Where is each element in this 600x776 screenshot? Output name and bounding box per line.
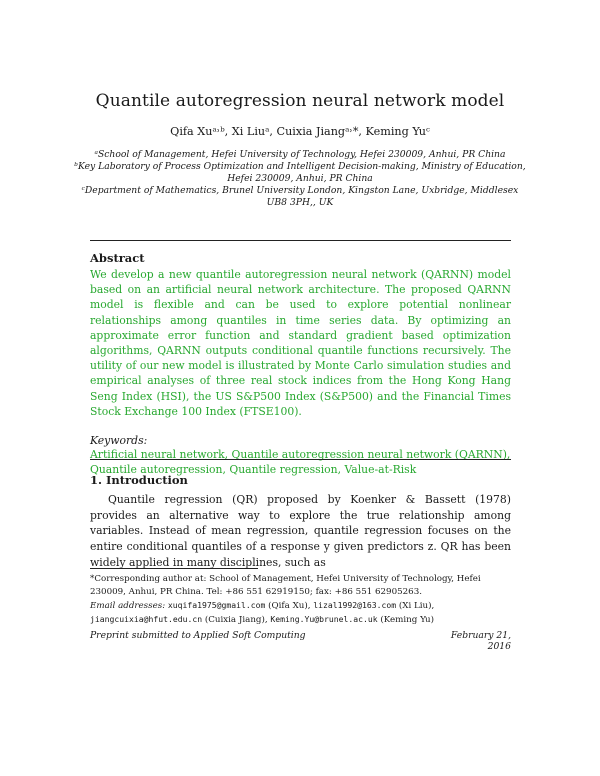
- abstract-text: We develop a new quantile autoregression neural network (QARNN) model based on an artificial neural network architecture. The proposed QARNN model is flexible and can be used to explore potential nonlinear relationships among quantiles in time series data. By optimizing an approximate error function and standard gradient based optimization algorithms, QARNN outputs conditional quantile functions recursively. The utility of our new model is illustrated by Monte Carlo simulation studies and empirical analyses of three real stock indices from the Hong Kong Hang Seng Index (HSI), the US S&P500 Index (S&P500) and the Financial Times Stock Exchange 100 Index (FTSE100).: [90, 268, 511, 418]
- affiliation-c-line2: UB8 3PH,, UK: [266, 197, 334, 208]
- email-addresses: [90, 599, 511, 627]
- preprint-date: February 21, 2016: [450, 630, 511, 652]
- introduction-text: Quantile regression (QR) proposed by Koenker & Bassett (1978) provides an alternative way to explore the true relationship among variables. Instead of mean regression, quantile regression focuses on the entire conditional quantiles of a response y given predictors z. QR has been widely applied in many disciplines, such as: [90, 493, 511, 569]
- email-owner-jiang: (Cuixia Jiang),: [204, 615, 268, 625]
- keywords-text: Artificial neural network, Quantile autoregression neural network (QARNN), Quantile autoregression, Quantile regression, Value-at-Risk: [90, 448, 511, 477]
- email-label: Email addresses:: [90, 601, 166, 611]
- author-list: Qifa Xuᵃ˒ᵇ, Xi Liuᵃ, Cuixia Jiangᵃ˒*, Keming Yuᶜ: [170, 125, 430, 138]
- email-link-xu[interactable]: xuqifa1975@gmail.com: [167, 600, 266, 610]
- email-owner-xu: (Qifa Xu),: [268, 601, 311, 611]
- email-owner-liu: (Xi Liu),: [398, 601, 435, 611]
- paper-title: Quantile autoregression neural network model: [95, 91, 505, 111]
- email-link-yu[interactable]: Keming.Yu@brunel.ac.uk: [270, 614, 378, 624]
- footnote-rule: [90, 568, 258, 569]
- corresponding-author-note: *Corresponding author at: School of Management, Hefei University of Technology, Hefei 230009, Anhui, PR China. Tel: +86 551 62919150; fax: +86 551 62905263.: [90, 574, 481, 597]
- abstract-heading: Abstract: [90, 251, 145, 265]
- affiliation-b-line2: Hefei 230009, Anhui, PR China: [227, 173, 373, 184]
- affiliation-b-line1: ᵇKey Laboratory of Process Optimization and Intelligent Decision-making, Ministry of Education,: [74, 161, 526, 172]
- keywords-heading: Keywords:: [90, 434, 148, 447]
- footnotes: [90, 573, 511, 627]
- email-link-liu[interactable]: lizal1992@163.com: [313, 600, 397, 610]
- abstract-top-rule: [90, 240, 511, 241]
- affiliation-c-line1: ᶜDepartment of Mathematics, Brunel University London, Kingston Lane, Uxbridge, Middlesex: [81, 185, 519, 196]
- email-owner-yu: (Keming Yu): [380, 615, 435, 625]
- introduction-heading: 1. Introduction: [90, 473, 188, 487]
- abstract-bottom-rule: [90, 459, 511, 460]
- email-link-jiang[interactable]: jiangcuixia@hfut.edu.cn: [90, 614, 203, 624]
- preprint-note: Preprint submitted to Applied Soft Computing: [90, 630, 306, 641]
- affiliation-a: ᵃSchool of Management, Hefei University of Technology, Hefei 230009, Anhui, PR China: [94, 149, 506, 160]
